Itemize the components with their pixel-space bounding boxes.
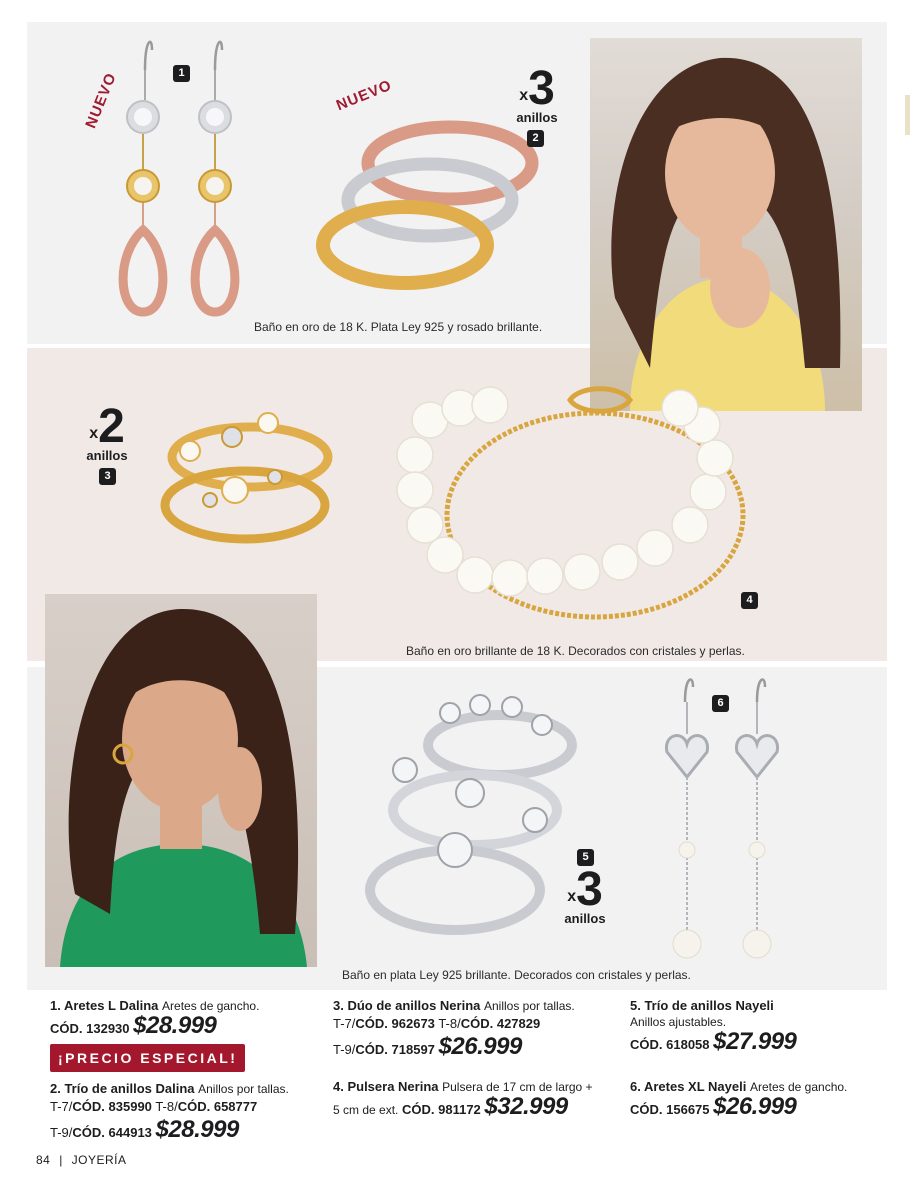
product-6-desc: Aretes de gancho. [749, 1080, 848, 1094]
product-5-info: 5. Trío de anillos Nayeli Anillos ajustables. CÓD. 618058 $27.999 [630, 997, 890, 1053]
mid-ring-count: x2 anillos [86, 400, 128, 463]
product-3-info: 3. Dúo de anillos Nerina Anillos por tallas. T-7/CÓD. 962673 T-8/CÓD. 427829 T-9/CÓD. 718597 $26.999 [333, 998, 575, 1060]
product-3-code-t8: 427829 [496, 1016, 541, 1031]
product-2-title: 2. Trío de anillos Dalina [50, 1081, 195, 1096]
product-6-code: 156675 [666, 1102, 710, 1117]
page-footer [36, 1153, 127, 1167]
page-number: 84 [36, 1153, 51, 1167]
product-1-info: 1. Aretes L Dalina Aretes de gancho. CÓD. 132930 $28.999 [50, 998, 260, 1039]
model-photo-green-top [45, 594, 317, 967]
top-ring-count: x3 anillos [516, 62, 558, 125]
product-1-code: 132930 [86, 1021, 130, 1036]
item-number-4-badge: 4 [741, 592, 758, 609]
mid-panel-caption: Baño en oro brillante de 18 K. Decorados con cristales y perlas. [406, 644, 745, 658]
product-2-desc: Anillos por tallas. [198, 1082, 289, 1096]
product-6-info: 6. Aretes XL Nayeli Aretes de gancho. CÓD. 156675 $26.999 [630, 1079, 848, 1120]
product-2-code-t9: 644913 [108, 1125, 152, 1140]
model-photo-yellow-dress [590, 38, 862, 411]
product-6-title: 6. Aretes XL Nayeli [630, 1079, 747, 1094]
product-4-desc: Pulsera de 17 cm de largo + [442, 1080, 593, 1094]
product-5-code: 618058 [666, 1037, 710, 1052]
nayeli-xl-earrings-image[interactable] [655, 672, 795, 967]
footer-separator: | [59, 1153, 63, 1167]
product-1-price: $28.999 [133, 1012, 217, 1039]
dalina-ring-trio-image[interactable] [310, 105, 540, 305]
bot-panel-caption: Baño en plata Ley 925 brillante. Decorados con cristales y perlas. [342, 968, 691, 982]
item-number-2-badge: 2 [527, 130, 544, 147]
product-2-info: 2. Trío de anillos Dalina Anillos por tallas. T-7/CÓD. 835990 T-8/CÓD. 658777 T-9/CÓD. 644913 $28.999 [50, 1081, 289, 1143]
top-panel-caption: Baño en oro de 18 K. Plata Ley 925 y rosado brillante. [254, 320, 543, 334]
nerina-ring-duo-image[interactable] [150, 405, 340, 555]
section-name: JOYERÍA [71, 1153, 127, 1167]
product-4-code: 981172 [438, 1102, 481, 1117]
item-number-5-badge: 5 [577, 849, 594, 866]
product-3-code-t9: 718597 [391, 1042, 435, 1057]
product-4-price: $32.999 [484, 1093, 568, 1120]
nuevo-badge-earrings: NUEVO [82, 70, 120, 131]
product-6-price: $26.999 [713, 1093, 797, 1120]
product-3-price: $26.999 [438, 1033, 522, 1060]
product-3-desc: Anillos por tallas. [484, 999, 575, 1013]
product-3-title: 3. Dúo de anillos Nerina [333, 998, 481, 1013]
page-edge-mark [905, 95, 910, 135]
special-price-banner: ¡PRECIO ESPECIAL! [50, 1044, 245, 1072]
item-number-6-badge: 6 [712, 695, 729, 712]
item-number-1-badge: 1 [173, 65, 190, 82]
nuevo-badge-rings: NUEVO [333, 76, 395, 115]
product-1-desc: Aretes de gancho. [162, 999, 260, 1013]
item-number-3-badge: 3 [99, 468, 116, 485]
product-4-title: 4. Pulsera Nerina [333, 1079, 439, 1094]
product-2-code-t8: 658777 [213, 1099, 258, 1114]
product-2-price: $28.999 [155, 1116, 239, 1143]
product-4-info: 4. Pulsera Nerina Pulsera de 17 cm de largo + 5 cm de ext. CÓD. 981172 $32.999 [333, 1079, 593, 1120]
bot-ring-count: x3 anillos [564, 863, 606, 926]
product-5-desc: Anillos ajustables. [630, 1015, 727, 1029]
nayeli-ring-trio-image[interactable] [360, 685, 580, 965]
product-5-price: $27.999 [713, 1028, 797, 1055]
product-2-code-t7: 835990 [108, 1099, 152, 1114]
product-5-title: 5. Trío de anillos Nayeli [630, 998, 774, 1013]
product-1-title: 1. Aretes L Dalina [50, 998, 159, 1013]
product-3-code-t7: 962673 [391, 1016, 435, 1031]
nerina-bracelet-image[interactable] [390, 380, 755, 630]
